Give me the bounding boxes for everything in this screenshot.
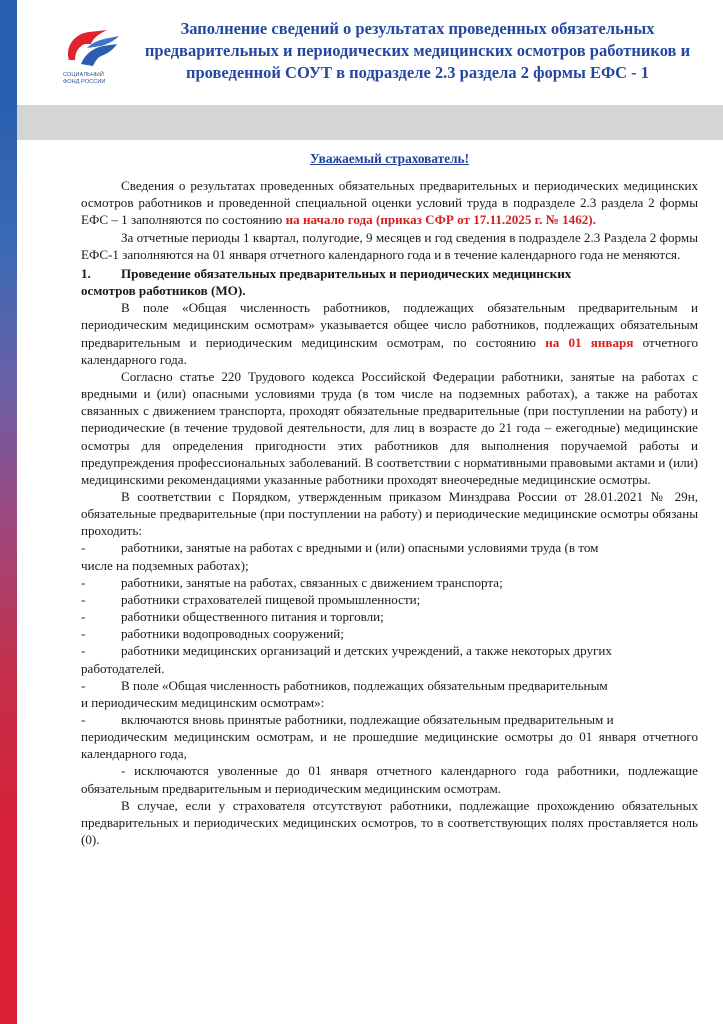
page-title: Заполнение сведений о результатах проведенных обязательных предварительных и периодических медицинских осмотров работников и проведенной СОУТ в подразделе 2.3 раздела 2 формы ЕФС - 1 (144, 19, 691, 82)
bullet-text: работники, занятые на работах с вредными и (или) опасными условиями труда (в том (121, 540, 599, 556)
section-1-paragraph-2: Согласно статье 220 Трудового кодекса Российской Федерации работники, занятые на работах с вредными и (или) опасными условиями труда (в том числе на подземных работах), а также на работах связанных с движением транспорта, проходят обязательные предварительные (при поступлении на работу) и периодические (в течение трудовой деятельности, для лиц в возрасте до 21 года – ежегодные) медицинские осмотры для определения пригодности этих работников для выполнения поручаемой работы и предупреждения профессиональных заболеваний. В соответствии с нормативными правовыми актами и (или) медицинскими рекомендациями указанные работники проходят внеочередные медицинские осмотры. (81, 368, 698, 487)
intro-paragraph-2: За отчетные периоды 1 квартал, полугодие, 9 месяцев и год сведения в подразделе 2.3 Раздела 2 формы ЕФС-1 заполняются на 01 января отчетного календарного года и в течение календарного года не меняются. (81, 229, 698, 262)
logo-caption-line1: СОЦИАЛЬНЫЙ (63, 72, 104, 78)
section-1-paragraph-1-tail: отчетного календарного года. (81, 334, 698, 367)
section-1-paragraph-1 (81, 299, 698, 368)
list-item (81, 539, 698, 556)
decorative-gradient-bar (0, 0, 17, 1024)
exclude-paragraph: - исключаются уволенные до 01 января отчетного календарного года работники, подлежащие обязательным предварительным и периодическим медицинским осмотрам. (81, 763, 698, 796)
bullet-text-continued: и периодическим медицинским осмотрам»: (81, 694, 325, 710)
intro-paragraph-1 (81, 177, 698, 228)
intro-highlight: на начало года (приказ СФР от 17.11.2025 г. № 1462). (285, 212, 596, 228)
section-1-highlight: на 01 января (545, 334, 634, 350)
logo-caption (63, 72, 133, 85)
bullet-marker: - (81, 591, 86, 607)
intro-paragraph-1-text: Сведения о результатах проведенных обязательных предварительных и периодических медицинских осмотров работников и проведенной специальной оценки условий труда в подразделе 2.3 раздела 2 формы ЕФС – 1 заполняются по состоянию (81, 178, 698, 228)
section-1-heading (81, 265, 698, 282)
bullet-marker: - (81, 677, 86, 693)
section-1-number: 1. (81, 265, 91, 281)
list-item (81, 608, 698, 625)
bullet-marker: - (81, 540, 86, 556)
greeting: Уважаемый страхователь! (309, 151, 470, 166)
document-body (81, 148, 698, 848)
page-header (17, 0, 723, 105)
bullet-marker: - (81, 574, 86, 590)
bullet-marker: - (81, 626, 86, 642)
logo-caption-line2: ФОНД РОССИИ (63, 78, 106, 85)
sfr-logo-icon (63, 24, 123, 68)
list-item (81, 642, 698, 659)
list-item (81, 711, 698, 728)
bullet-text: включаются вновь принятые работники, подлежащие обязательным предварительным и (121, 712, 614, 727)
bullet-text: работники, занятые на работах, связанных с движением транспорта; (121, 574, 503, 590)
bullet-text: работники страхователей пищевой промышленности; (121, 591, 421, 607)
bullet-text: В поле «Общая численность работников, подлежащих обязательным предварительным (121, 677, 608, 693)
bullet-text-continued: числе на подземных работах); (81, 557, 249, 573)
section-1-paragraph-3: В соответствии с Порядком, утвержденным приказом Минздрава России от 28.01.2021 № 29н, обязательные предварительные (при поступлении на работу) и периодические медицинские осмотры обязаны проходить: (81, 488, 698, 539)
list-item (81, 574, 698, 591)
bullet-text-continued: периодическим медицинским осмотрам, и не прошедшие медицинские осмотры до 01 января отчетного календарного года, (81, 729, 698, 762)
section-1-title-line2: осмотров работников (МО). (81, 283, 246, 299)
list-item (81, 625, 698, 642)
header-band (17, 105, 723, 140)
bullet-text: работники медицинских организаций и детских учреждений, а также некоторых других (121, 643, 612, 659)
section-1-paragraph-1-text: В поле «Общая численность работников, подлежащих обязательным предварительным и периодическим медицинским осмотрам» указывается общее число работников, подлежащих обязательным предварительным и периодическим медицинским осмотрам, по состоянию (81, 300, 698, 350)
list-item (81, 591, 698, 608)
bullet-marker: - (81, 643, 86, 659)
closing-paragraph: В случае, если у страхователя отсутствуют работники, подлежащие прохождению обязательных предварительных и периодических медицинских осмотров, то в соответствующих полях проставляется ноль (0). (81, 797, 698, 848)
bullet-marker: - (81, 609, 86, 625)
list-item (81, 677, 698, 694)
bullet-text: работники общественного питания и торговли; (121, 609, 384, 625)
bullet-marker: - (81, 712, 86, 727)
bullet-text: работники водопроводных сооружений; (121, 626, 344, 642)
section-1-title-line1: Проведение обязательных предварительных и периодических медицинских (121, 265, 572, 281)
bullet-text-continued: работодателей. (81, 660, 165, 676)
